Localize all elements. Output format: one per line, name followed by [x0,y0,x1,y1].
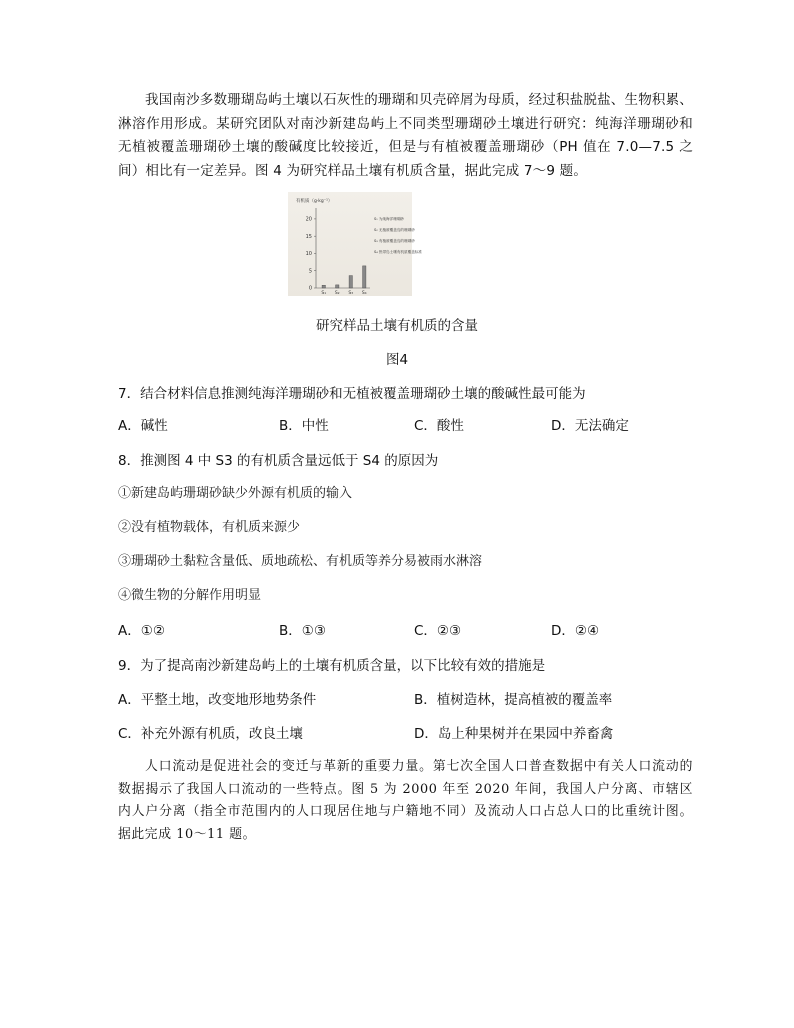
chart-legend [374,216,422,254]
chart-x-labels [321,290,366,296]
chart-y-tick-label: 0 [308,285,312,292]
chart-y-tick-label: 10 [305,251,312,258]
chart-x-label-4: S₄ [361,291,367,296]
figure-4-image [288,192,422,296]
chart-bars [322,266,366,288]
chart-y-tick-label: 5 [308,268,312,275]
q7-option-b[interactable]: B．中性 [279,418,329,434]
chart-x-label-1: S₁ [321,291,327,296]
q8-item-4: ④微生物的分解作用明显 [118,588,262,603]
chart-y-axis-label: 有机质（g·kg⁻¹） [296,199,333,204]
q9-option-d[interactable]: D．岛上种果树并在果园中养畜禽 [414,726,614,742]
q8-option-a[interactable]: A．①② [118,623,165,639]
q8-item-1: ①新建岛屿珊瑚砂缺少外源有机质的输入 [118,486,353,501]
passage-2: 人口流动是促进社会的变迁与革新的重要力量。第七次全国人口普查数据中有关人口流动的数据揭示了我国人口流动的一些特点。图 5 为 2000 年至 2020 年间，我国人户分离、市辖区内人户分离（指全市范围内的人口现居住地与户籍地不同）及流动人口占总人口的比重统计图。据此完成 10～11 题。 [118,759,693,842]
chart-bar-4 [363,266,366,288]
chart-x-label-2: S₂ [334,291,340,296]
q7-option-c[interactable]: C．酸性 [414,418,464,434]
chart-bar-1 [322,285,325,288]
chart-y-tick-label: 20 [305,216,312,223]
q9-option-c[interactable]: C．补充外源有机质，改良土壤 [118,726,303,742]
chart-bar-3 [349,276,352,288]
chart-legend-entry-3: S₃ 有植被覆盖岛的珊瑚砂 [374,239,415,243]
chart-legend-entry-4: S₄ 热带岛土壤有机质覆盖标准 [374,250,422,254]
figure-caption: 研究样品土壤有机质的含量 [316,318,478,334]
q8-option-b[interactable]: B．①③ [279,623,326,639]
q9-option-a[interactable]: A．平整土地，改变地形地势条件 [118,692,317,708]
q8-item-3: ③珊瑚砂土黏粒含量低、质地疏松、有机质等养分易被雨水淋溶 [118,554,483,569]
q8-option-c[interactable]: C．②③ [414,623,462,639]
q8-item-2: ②没有植物载体，有机质来源少 [118,520,301,535]
chart-bar-2 [336,285,339,288]
q7-option-d[interactable]: D．无法确定 [551,418,629,434]
chart-y-tick-label: 15 [305,233,312,240]
passage-1: 我国南沙多数珊瑚岛屿土壤以石灰性的珊瑚和贝壳碎屑为母质，经过积盐脱盐、生物积累、淋溶作用形成。某研究团队对南沙新建岛屿上不同类型珊瑚砂土壤进行研究：纯海洋珊瑚砂和无植被覆盖珊瑚砂土壤的酸碱度比较接近，但是与有植被覆盖珊瑚砂（PH 值在 7.0—7.5 之间）相比有一定差异。图 4 为研究样品土壤有机质含量，据此完成 7～9 题。 [118,92,693,179]
organic-matter-chart [288,192,422,296]
chart-legend-entry-2: S₂ 无植被覆盖岛的珊瑚砂 [374,228,415,232]
question-8-stem: 8．推测图 4 中 S3 的有机质含量远低于 S4 的原因为 [118,453,439,469]
chart-x-label-3: S₃ [348,291,354,296]
chart-legend-entry-1: S₁ 为纯海洋珊瑚砂 [374,217,405,221]
question-7-stem: 7．结合材料信息推测纯海洋珊瑚砂和无植被覆盖珊瑚砂土壤的酸碱性最可能为 [118,386,586,402]
q9-option-b[interactable]: B．植树造林，提高植被的覆盖率 [414,692,613,708]
figure-number: 图4 [385,352,409,368]
q7-option-a[interactable]: A．碱性 [118,418,168,434]
chart-y-axis [306,208,370,292]
question-9-stem: 9．为了提高南沙新建岛屿上的土壤有机质含量，以下比较有效的措施是 [118,658,546,674]
q8-option-d[interactable]: D．②④ [551,623,600,639]
